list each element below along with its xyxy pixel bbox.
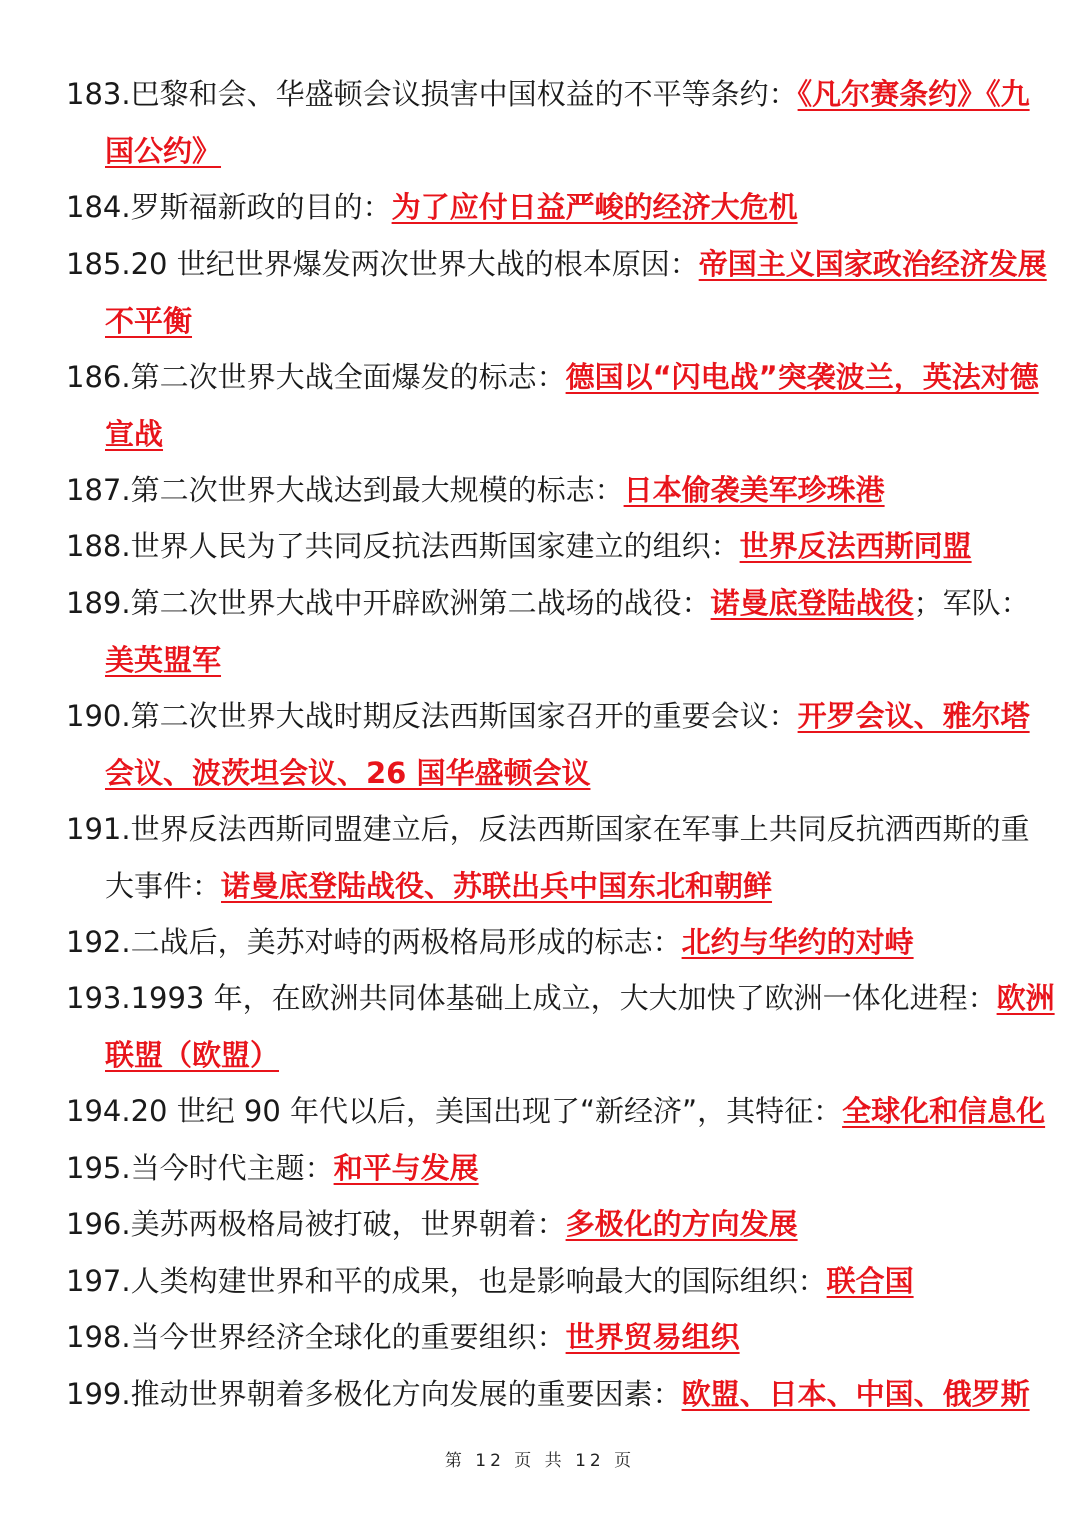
item-188: 188.世界人民为了共同反抗法西斯国家建立的组织：世界反法西斯同盟 xyxy=(66,529,972,563)
item-198: 198.当今世界经济全球化的重要组织：世界贸易组织 xyxy=(66,1320,740,1354)
item-186: 186.第二次世界大战全面爆发的标志：德国以“闪电战”突袭波兰，英法对德宣战 xyxy=(66,360,1039,451)
item-192: 192.二战后，美苏对峙的两极格局形成的标志：北约与华约的对峙 xyxy=(66,925,914,959)
page-footer: 第 12 页 共 12 页 xyxy=(444,1451,636,1471)
item-196: 196.美苏两极格局被打破，世界朝着：多极化的方向发展 xyxy=(66,1207,798,1241)
item-195: 195.当今时代主题：和平与发展 xyxy=(66,1151,479,1185)
item-193: 193.1993 年，在欧洲共同体基础上成立，大大加快了欧洲一体化进程：欧洲联盟（欧盟） xyxy=(66,981,1055,1072)
item-187: 187.第二次世界大战达到最大规模的标志：日本偷袭美军珍珠港 xyxy=(66,473,885,507)
item-191: 191.世界反法西斯同盟建立后，反法西斯国家在军事上共同反抗洒西斯的重大事件：诺曼底登陆战役、苏联出兵中国东北和朝鲜 xyxy=(66,812,1030,903)
item-197: 197.人类构建世界和平的成果，也是影响最大的国际组织：联合国 xyxy=(66,1264,914,1298)
item-189: 189.第二次世界大战中开辟欧洲第二战场的战役：诺曼底登陆战役；军队：美英盟军 xyxy=(66,586,1030,677)
item-185: 185.20 世纪世界爆发两次世界大战的根本原因：帝国主义国家政治经济发展不平衡 xyxy=(66,247,1047,338)
item-184: 184.罗斯福新政的目的：为了应付日益严峻的经济大危机 xyxy=(66,190,798,224)
item-199: 199.推动世界朝着多极化方向发展的重要因素：欧盟、日本、中国、俄罗斯 xyxy=(66,1377,1030,1411)
item-183: 183.巴黎和会、华盛顿会议损害中国权益的不平等条约：《凡尔赛条约》《九国公约》 xyxy=(66,77,1030,168)
item-194: 194.20 世纪 90 年代以后，美国出现了“新经济”，其特征：全球化和信息化 xyxy=(66,1094,1046,1128)
item-190: 190.第二次世界大战时期反法西斯国家召开的重要会议：开罗会议、雅尔塔会议、波茨坦会议、26 国华盛顿会议 xyxy=(66,699,1030,790)
